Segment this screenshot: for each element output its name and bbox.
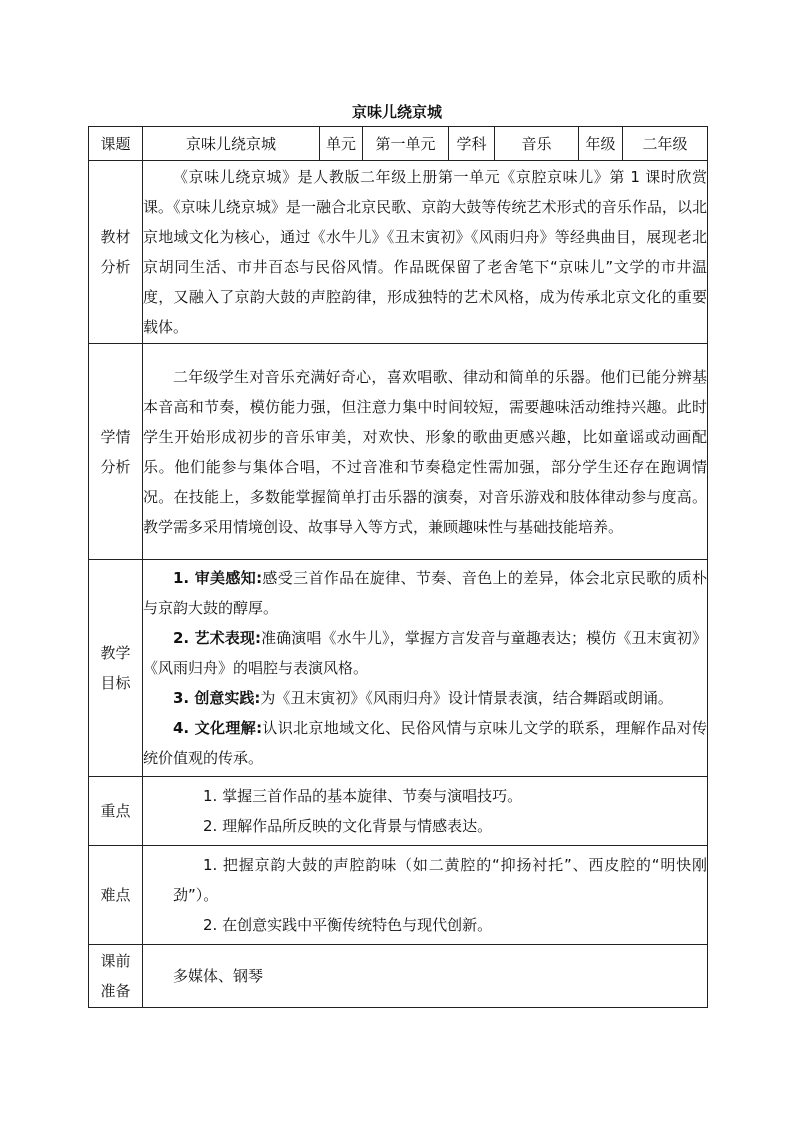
difficulty-item: 1. 把握京韵大鼓的声腔韵味（如二黄腔的“抑扬衬托”、西皮腔的“明快刚劲”）。 (173, 856, 707, 904)
subject-value: 音乐 (495, 127, 579, 161)
goal-item: 2. 艺术表现:准确演唱《水牛儿》，掌握方言发音与童趣表达；模仿《丑末寅初》《风雨归舟》的唱腔与表演风格。 (143, 629, 707, 677)
students-content (143, 344, 708, 560)
goals-row (89, 560, 708, 777)
key-points-row (89, 777, 708, 846)
key-points-content (143, 777, 708, 846)
key-points-label: 重点 (89, 777, 143, 846)
grade-label: 年级 (579, 127, 623, 161)
material-text: 《京味儿绕京城》是人教版二年级上册第一单元《京腔京味儿》第 1 课时欣赏课。《京味儿绕京城》是一融合北京民歌、京韵大鼓等传统艺术形式的音乐作品，以北京地域文化为核心，通过《水牛儿》《丑末寅初》《风雨归舟》等经典曲目，展现老北京胡同生活、市井百态与民俗风情。作品既保留了老舍笔下“京味儿”文学的市井温度，又融入了京韵大鼓的声腔韵律，形成独特的艺术风格，成为传承北京文化的重要载体。 (143, 168, 707, 336)
topic-label: 课题 (89, 127, 143, 161)
preparation-label: 课前 准备 (89, 945, 143, 1008)
difficulties-row (89, 846, 708, 945)
unit-value: 第一单元 (363, 127, 449, 161)
material-row (89, 161, 708, 344)
goals-content (143, 560, 708, 777)
lesson-plan-table (88, 126, 708, 1008)
material-label: 教材 分析 (89, 161, 143, 344)
subject-label: 学科 (449, 127, 495, 161)
key-point-item: 1. 掌握三首作品的基本旋律、节奏与演唱技巧。 (203, 787, 523, 805)
students-row (89, 344, 708, 560)
difficulties-content (143, 846, 708, 945)
students-text: 二年级学生对音乐充满好奇心，喜欢唱歌、律动和简单的乐器。他们已能分辨基本音高和节奏，模仿能力强，但注意力集中时间较短，需要趣味活动维持兴趣。此时学生开始形成初步的音乐审美，对欢快、形象的歌曲更感兴趣，比如童谣或动画配乐。他们能参与集体合唱，不过音准和节奏稳定性需加强，部分学生还存在跑调情况。在技能上，多数能掌握简单打击乐器的演奏，对音乐游戏和肢体律动参与度高。教学需多采用情境创设、故事导入等方式，兼顾趣味性与基础技能培养。 (143, 367, 707, 536)
difficulty-item: 2. 在创意实践中平衡传统特色与现代创新。 (203, 916, 493, 934)
goal-item: 3. 创意实践:为《丑末寅初》《风雨归舟》设计情景表演，结合舞蹈或朗诵。 (173, 689, 673, 707)
topic-value: 京味儿绕京城 (143, 127, 320, 161)
preparation-text: 多媒体、钢琴 (173, 967, 264, 985)
goals-label: 教学 目标 (89, 560, 143, 777)
students-label: 学情 分析 (89, 344, 143, 560)
key-point-item: 2. 理解作品所反映的文化背景与情感表达。 (203, 817, 493, 835)
document-title: 京味儿绕京城 (351, 103, 442, 121)
material-content (143, 161, 708, 344)
header-row (89, 127, 708, 161)
preparation-row (89, 945, 708, 1008)
unit-label: 单元 (320, 127, 363, 161)
preparation-content (143, 945, 708, 1008)
goal-item: 1. 审美感知:感受三首作品在旋律、节奏、音色上的差异，体会北京民歌的质朴与京韵大鼓的醇厚。 (143, 569, 707, 617)
difficulties-label: 难点 (89, 846, 143, 945)
grade-value: 二年级 (623, 127, 708, 161)
goal-item: 4. 文化理解:认识北京地域文化、民俗风情与京味儿文学的联系，理解作品对传统价值观的传承。 (143, 719, 707, 767)
